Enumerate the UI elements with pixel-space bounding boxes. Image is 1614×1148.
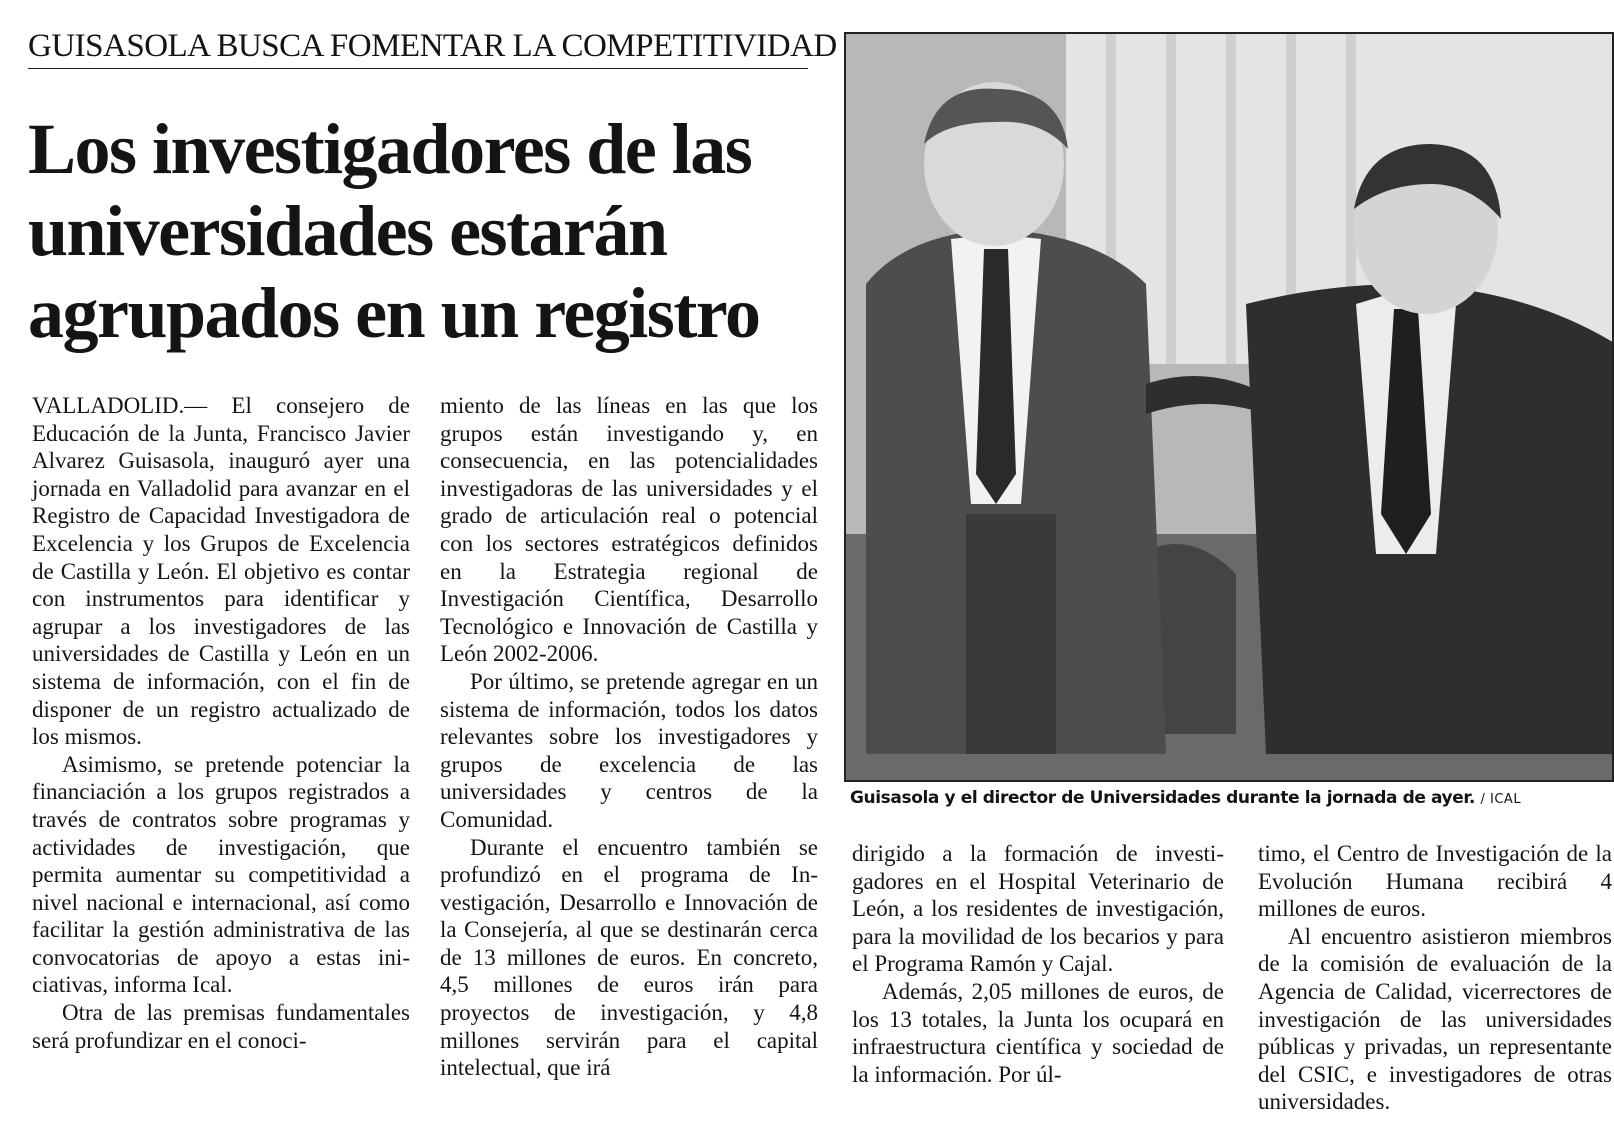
article-column-2 — [440, 392, 818, 1082]
article-headline — [28, 108, 818, 354]
article-column-3 — [852, 840, 1224, 1088]
paragraph: Al encuentro asistieron miembros de la comisión de evaluación de la Agencia de Calidad, vicerrectores de investigación de las universidades públicas y privadas, un representante del CSIC, e investigadores de otras universidades. — [1258, 923, 1612, 1115]
paragraph: VALLADOLID.— El consejero de Educación de la Junta, Francisco Javier Alvarez Guisasola, inauguró ayer una jornada en Valladolid para avanzar en el Registro de Capacidad Investigadora de Excelencia y los Grupos de Excelencia de Castilla y León. El objetivo es contar con instrumentos para identificar y agrupar a los investigadores de las universidades de Castilla y León en un sistema de información, con el fin de disponer de un registro actualizado de los mismos. — [32, 393, 410, 750]
paragraph: dirigido a la formación de investigadores en el Hospital Veterinario de León, a los residentes de investigación, para la movilidad de los becarios y para el Programa Ramón y Cajal. — [852, 841, 1224, 977]
news-photo — [844, 32, 1614, 782]
photo-caption — [850, 786, 1610, 812]
article-column-1 — [32, 392, 410, 1054]
article-column-4 — [1258, 840, 1612, 1116]
photo-credit: / ICAL — [1480, 792, 1522, 807]
headline-line-1: Los investigadores de las — [28, 109, 752, 189]
headline-line-2: universidades estarán — [28, 191, 667, 271]
paragraph: Asimismo, se pretende potenciar la financiación a los grupos registrados a través de contratos sobre programas y actividades de investigación, que permita aumentar su competitividad a nivel nacional e internacional, así como facilitar la gestión administrativa de las convocatorias de apoyo a estas iniciativas, informa Ical. — [32, 751, 410, 998]
photo-illustration — [846, 34, 1614, 782]
paragraph: Durante el encuentro también se profundizó en el programa de Investigación, Desarrollo e Innovación de la Consejería, al que se destinarán cerca de 13 millones de euros. En concreto, 4,5 millones de euros irán para proyectos de investigación, y 4,8 millones servirán para el capital intelectual, que irá — [440, 834, 818, 1081]
article-kicker: GUISASOLA BUSCA FOMENTAR LA COMPETITIVIDAD — [28, 26, 808, 69]
paragraph: Otra de las premisas fundamentales será profundizar en el conoci- — [32, 1000, 410, 1053]
paragraph: timo, el Centro de Investigación de la Evolución Humana recibirá 4 millones de euros. — [1258, 841, 1612, 922]
caption-text: Guisasola y el director de Universidades durante la jornada de ayer. — [850, 788, 1475, 808]
headline-line-3: agrupados en un registro — [28, 273, 760, 353]
paragraph: miento de las líneas en las que los grupos están investigando y, en consecuencia, en las potencialidades investigadoras de las universidades y el grado de articulación real o potencial con los sectores estratégicos definidos en la Estrategia regional de Investigación Científica, Desarrollo Tecnológico e Innovación de Castilla y León 2002-2006. — [440, 393, 818, 667]
paragraph: Además, 2,05 millones de euros, de los 13 totales, la Junta los ocupará en infraestructura científica y sociedad de la información. Por úl- — [852, 978, 1224, 1087]
paragraph: Por último, se pretende agregar en un sistema de información, todos los datos relevantes sobre los investigadores y grupos de excelencia de las universidades y centros de la Comunidad. — [440, 668, 818, 832]
